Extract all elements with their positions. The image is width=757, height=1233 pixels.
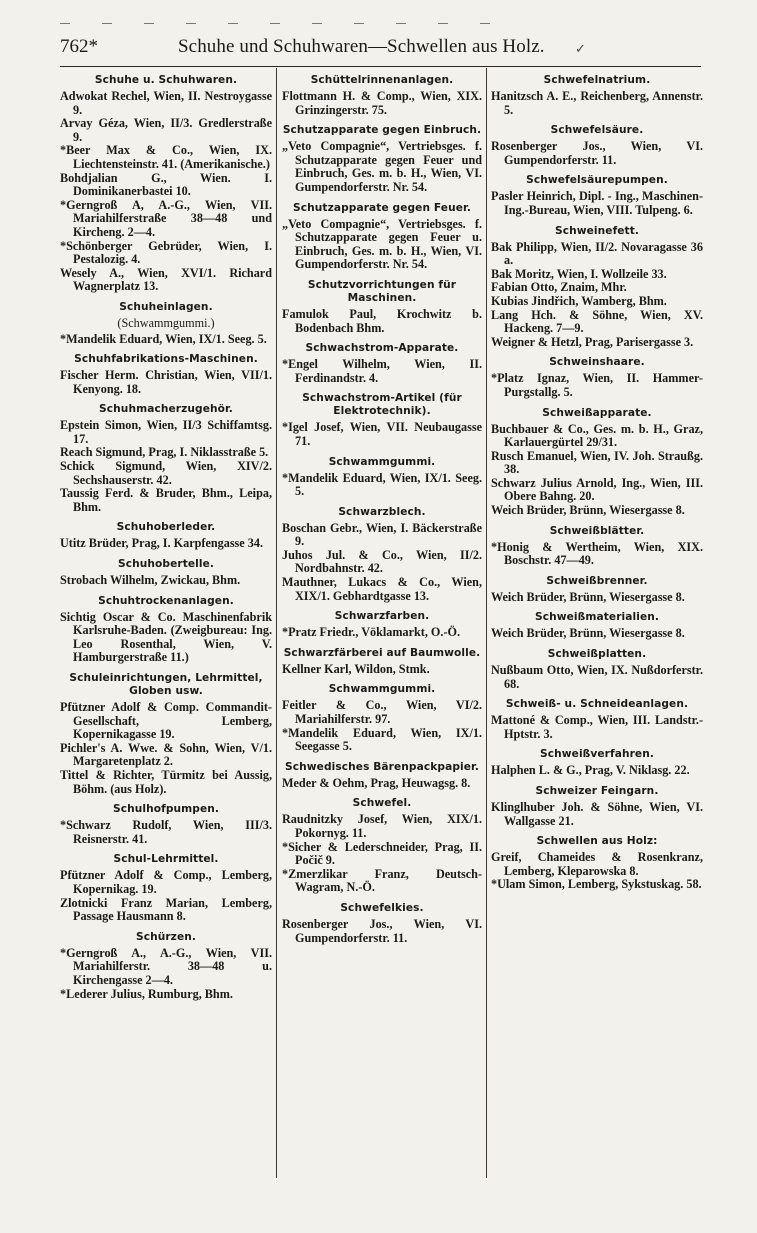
- section-heading: Schwefelsäure.: [550, 124, 644, 137]
- directory-entry: Rusch Emanuel, Wien, IV. Joh. Straußg. 38.: [491, 448, 703, 477]
- directory-entry: *Zmerzlikar Franz, Deutsch-Wagram, N.-Ö.: [282, 866, 482, 895]
- section-heading: Schuhtrockenanlagen.: [98, 594, 234, 607]
- directory-entry: Pichler's A. Wwe. & Sohn, Wien, V/1. Margaretenplatz 2.: [60, 740, 272, 769]
- column-rule-1: [276, 68, 277, 1178]
- section-heading: Schulhofpumpen.: [112, 803, 220, 816]
- directory-section: [282, 797, 482, 895]
- directory-entry: Lang Hch. & Söhne, Wien, XV. Hackeng. 7—9.: [491, 307, 703, 336]
- directory-entry: *Schönberger Gebrüder, Wien, I. Pestalozig. 4.: [60, 238, 272, 267]
- directory-entry: Weigner & Hetzl, Prag, Parisergasse 3.: [491, 334, 694, 349]
- section-heading: Schweißverfahren.: [540, 748, 654, 761]
- directory-section: [282, 683, 482, 753]
- directory-entry: Feitler & Co., Wien, VI/2. Mariahilferstr. 97.: [282, 698, 482, 727]
- directory-section: [491, 611, 703, 641]
- directory-entry: *Platz Ignaz, Wien, II. Hammer-Purgstallg. 5.: [491, 371, 703, 399]
- directory-entry: Taussig Ferd. & Bruder, Bhm., Leipa, Bhm.: [60, 486, 272, 514]
- section-heading: Schwarzfärberei auf Baumwolle.: [283, 646, 481, 659]
- directory-entry: Arvay Géza, Wien, II/3. Gredlerstraße 9.: [60, 116, 272, 144]
- directory-entry: *Lederer Julius, Rumburg, Bhm.: [60, 986, 233, 1001]
- directory-section: [491, 174, 703, 217]
- directory-section: [282, 279, 482, 335]
- directory-entry: Mauthner, Lukacs & Co., Wien, XIX/1. Gebhardtgasse 13.: [282, 575, 482, 603]
- directory-entry: Sichtig Oscar & Co. Maschinenfabrik Karlsruhe-Baden. (Zweigbureau: Ing. Leo Rosenthal, Wien, V. Hamburgerstraße 11.): [60, 609, 272, 665]
- directory-section: [60, 74, 272, 294]
- directory-entry: *Engel Wilhelm, Wien, II. Ferdinandstr. 4.: [282, 357, 482, 385]
- section-heading: Schwefelsäurepumpen.: [526, 174, 668, 187]
- directory-entry: Flottmann H. & Comp., Wien, XIX. Grinzingerstr. 75.: [282, 89, 482, 117]
- scan-marks: [60, 14, 580, 22]
- directory-entry: Bohdjalian G., Wien. I. Dominikanerbastei 10.: [60, 170, 272, 199]
- directory-entry: Halphen L. & G., Prag, V. Niklasg. 22.: [491, 763, 690, 778]
- directory-entry: Greif, Chameides & Rosenkranz, Lemberg, Kleparowska 8.: [491, 850, 703, 878]
- page-number: 762*: [60, 36, 98, 57]
- section-heading: Schuheinlagen.: [119, 300, 213, 313]
- directory-entry: Famulok Paul, Krochwitz b. Bodenbach Bhm.: [282, 306, 482, 335]
- section-heading: Schürzen.: [135, 930, 197, 943]
- directory-entry: *Mandelik Eduard, Wien, IX/1. Seeg. 5.: [282, 470, 482, 499]
- directory-entry: Schick Sigmund, Wien, XIV/2. Sechshauserstr. 42.: [60, 459, 272, 487]
- directory-section: [60, 931, 272, 1001]
- directory-entry: Hanitzsch A. E., Reichenberg, Annenstr. 5.: [491, 89, 703, 117]
- directory-entry: Tittel & Richter, Türmitz bei Aussig, Böhm. (aus Holz).: [60, 767, 272, 796]
- section-heading: Schwachstrom-Apparate.: [305, 342, 459, 355]
- header-rule: [60, 66, 701, 67]
- section-heading: Schwammgummi.: [328, 455, 436, 468]
- directory-entry: Buchbauer & Co., Ges. m. b. H., Graz, Karlauergürtel 29/31.: [491, 421, 703, 450]
- section-heading: Schuhobertelle.: [117, 558, 215, 571]
- column-3: [491, 74, 703, 897]
- directory-entry: Weich Brüder, Brünn, Wiesergasse 8.: [491, 589, 685, 604]
- section-heading: Schul-Lehrmittel.: [113, 853, 219, 866]
- section-heading: Schutzapparate gegen Einbruch.: [282, 124, 482, 137]
- section-heading: Schweinshaare.: [549, 356, 645, 369]
- directory-section: [60, 403, 272, 514]
- directory-entry: Raudnitzky Josef, Wien, XIX/1. Pokornyg. 11.: [282, 812, 482, 840]
- directory-entry: Kellner Karl, Wildon, Stmk.: [282, 661, 430, 676]
- directory-section: [60, 353, 272, 396]
- section-heading: Schweißmaterialien.: [534, 611, 660, 624]
- section-heading: Schuhoberleder.: [116, 521, 216, 534]
- directory-entry: „Veto Compagnie“, Vertriebsges. f. Schutzapparate gegen Feuer u. Einbruch, Ges. m. b. H., Wien, VI. Gumpendorferstr. Nr. 54.: [282, 216, 482, 272]
- directory-entry: Klinglhuber Joh. & Söhne, Wien, VI. Wallgasse 21.: [491, 800, 703, 828]
- directory-entry: *Gerngroß A, A.-G., Wien, VII. Mariahilferstraße 38—48 und Kircheng. 2—4.: [60, 197, 272, 239]
- directory-entry: Pasler Heinrich, Dipl. - Ing., Maschinen-Ing.-Bureau, Wien, VIII. Tulpeng. 6.: [491, 189, 703, 217]
- directory-entry: Reach Sigmund, Prag, I. Niklasstraße 5.: [60, 445, 269, 460]
- directory-section: [282, 506, 482, 604]
- directory-section: [491, 748, 703, 778]
- directory-entry: Fischer Herm. Christian, Wien, VII/1. Kenyong. 18.: [60, 368, 272, 396]
- section-heading: Schwellen aus Holz:: [536, 835, 658, 848]
- directory-section: [282, 761, 482, 791]
- page-header: [60, 36, 700, 68]
- directory-section: [60, 558, 272, 588]
- directory-entry: „Veto Compagnie“, Vertriebsges. f. Schutzapparate gegen Feuer und Einbruch, Ges. m. b. H., Wien, VI. Gumpendorferstr. Nr. 54.: [282, 139, 482, 194]
- running-title: Schuhe und Schuhwaren—Schwellen aus Holz.: [178, 36, 545, 57]
- section-subheading: (Schwammgummi.): [117, 315, 215, 330]
- directory-section: [491, 225, 703, 350]
- directory-entry: Strobach Wilhelm, Zwickau, Bhm.: [60, 573, 241, 588]
- directory-entry: *Pratz Friedr., Vöklamarkt, O.-Ö.: [282, 625, 461, 640]
- directory-entry: *Ulam Simon, Lemberg, Sykstuskag. 58.: [491, 877, 702, 892]
- column-1: [60, 74, 272, 1006]
- directory-section: [282, 342, 482, 385]
- margin-mark: ✓: [575, 41, 586, 56]
- section-heading: Schweißapparate.: [542, 406, 652, 419]
- directory-entry: Boschan Gebr., Wien, I. Bäckerstraße 9.: [282, 520, 482, 549]
- section-heading: Schwedisches Bärenpackpapier.: [285, 760, 479, 773]
- directory-section: [491, 407, 703, 518]
- directory-entry: Nußbaum Otto, Wien, IX. Nußdorferstr. 68.: [491, 663, 703, 691]
- directory-entry: Schwarz Julius Arnold, Ing., Wien, III. Obere Bahng. 20.: [491, 475, 703, 504]
- directory-section: [60, 672, 272, 796]
- directory-section: [491, 785, 703, 828]
- directory-entry: Kubias Jindřich, Wamberg, Bhm.: [491, 293, 667, 308]
- directory-entry: Pfützner Adolf & Comp. Commandit-Gesellschaft, Lemberg, Kopernikagasse 19.: [60, 700, 272, 742]
- section-heading: Schuhfabrikations-Maschinen.: [74, 353, 258, 366]
- section-heading: Schwammgummi.: [328, 683, 436, 696]
- directory-entry: Pfützner Adolf & Comp., Lemberg, Kopernikag. 19.: [60, 868, 272, 896]
- section-heading: Schwefelkies.: [340, 901, 424, 914]
- section-heading: Schwefelnatrium.: [543, 74, 651, 86]
- directory-entry: *Sicher & Lederschneider, Prag, II. Počič 9.: [282, 839, 482, 868]
- directory-entry: Fabian Otto, Znaim, Mhr.: [491, 280, 627, 295]
- section-heading: Schuhmacherzugehör.: [99, 403, 233, 416]
- directory-entry: Adwokat Rechel, Wien, II. Nestroygasse 9.: [60, 89, 272, 117]
- directory-entry: Rosenberger Jos., Wien, VI. Gumpendorferstr. 11.: [491, 139, 703, 167]
- directory-entry: *Mandelik Eduard, Wien, IX/1. Seeg. 5.: [60, 331, 267, 346]
- directory-section: [60, 803, 272, 846]
- column-2: [282, 74, 482, 950]
- directory-entry: *Gerngroß A., A.-G., Wien, VII. Mariahilferstr. 38—48 u. Kirchengasse 2—4.: [60, 945, 272, 987]
- section-heading: Schutzapparate gegen Feuer.: [293, 201, 471, 214]
- directory-section: [282, 456, 482, 499]
- directory-entry: *Mandelik Eduard, Wien, IX/1. Seegasse 5.: [282, 725, 482, 754]
- directory-entry: *Beer Max & Co., Wien, IX. Liechtensteinstr. 41. (Amerikanische.): [60, 143, 272, 171]
- section-heading: Schüttelrinnenanlagen.: [310, 74, 454, 86]
- section-heading: Schwachstrom-Artikel (für Elektrotechnik).: [302, 392, 462, 418]
- directory-entry: Juhos Jul. & Co., Wien, II/2. Nordbahnstr. 42.: [282, 547, 482, 576]
- directory-entry: Rosenberger Jos., Wien, VI. Gumpendorferstr. 11.: [282, 916, 482, 945]
- section-heading: Schwarzfarben.: [334, 610, 430, 623]
- section-heading: Schuhe u. Schuhwaren.: [94, 74, 238, 86]
- directory-entry: *Schwarz Rudolf, Wien, III/3. Reisnerstr. 41.: [60, 818, 272, 846]
- directory-entry: Meder & Oehm, Prag, Heuwagsg. 8.: [282, 775, 471, 790]
- directory-section: [491, 356, 703, 399]
- section-heading: Schwefel.: [352, 797, 412, 810]
- section-heading: Schweißblätter.: [549, 524, 645, 537]
- directory-section: [282, 74, 482, 117]
- directory-entry: Wesely A., Wien, XVI/1. Richard Wagnerplatz 13.: [60, 265, 272, 294]
- directory-section: [491, 698, 703, 741]
- directory-entry: Weich Brüder, Brünn, Wiesergasse 8.: [491, 503, 685, 518]
- directory-section: [60, 853, 272, 923]
- directory-section: [282, 902, 482, 945]
- directory-section: [60, 595, 272, 665]
- section-heading: Schweiß- u. Schneideanlagen.: [505, 698, 689, 711]
- directory-entry: Bak Moritz, Wien, I. Wollzeile 33.: [491, 266, 667, 281]
- directory-section: [491, 74, 703, 117]
- directory-section: [282, 647, 482, 677]
- directory-section: [491, 835, 703, 892]
- section-heading: Schutzvorrichtungen für Maschinen.: [307, 278, 457, 304]
- section-heading: Schuleinrichtungen, Lehrmittel, Globen usw.: [69, 672, 263, 697]
- section-heading: Schwarzblech.: [338, 505, 426, 518]
- directory-section: [60, 301, 272, 346]
- directory-section: [282, 392, 482, 448]
- directory-section: [282, 610, 482, 640]
- directory-entry: Utitz Brüder, Prag, I. Karpfengasse 34.: [60, 536, 263, 551]
- directory-section: [282, 202, 482, 272]
- directory-section: [491, 648, 703, 691]
- section-heading: Schweizer Feingarn.: [535, 785, 659, 797]
- directory-entry: Zlotnicki Franz Marian, Lemberg, Passage Hausmann 8.: [60, 895, 272, 924]
- section-heading: Schweißbrenner.: [546, 574, 648, 587]
- directory-entry: *Igel Josef, Wien, VII. Neubaugasse 71.: [282, 420, 482, 448]
- directory-entry: Mattoné & Comp., Wien, III. Landstr.-Hptstr. 3.: [491, 713, 703, 741]
- directory-entry: Epstein Simon, Wien, II/3 Schiffamtsg. 17.: [60, 418, 272, 446]
- section-heading: Schweißplatten.: [547, 648, 647, 661]
- column-rule-2: [486, 68, 487, 1178]
- directory-entry: Bak Philipp, Wien, II/2. Novaragasse 36 a.: [491, 239, 703, 268]
- directory-section: [60, 521, 272, 551]
- directory-section: [491, 575, 703, 605]
- directory-section: [491, 525, 703, 568]
- directory-entry: *Honig & Wertheim, Wien, XIX. Boschstr. 47—49.: [491, 539, 703, 568]
- directory-section: [282, 124, 482, 194]
- directory-section: [491, 124, 703, 167]
- section-heading: Schweinefett.: [554, 224, 640, 237]
- directory-entry: Weich Brüder, Brünn, Wiesergasse 8.: [491, 626, 685, 641]
